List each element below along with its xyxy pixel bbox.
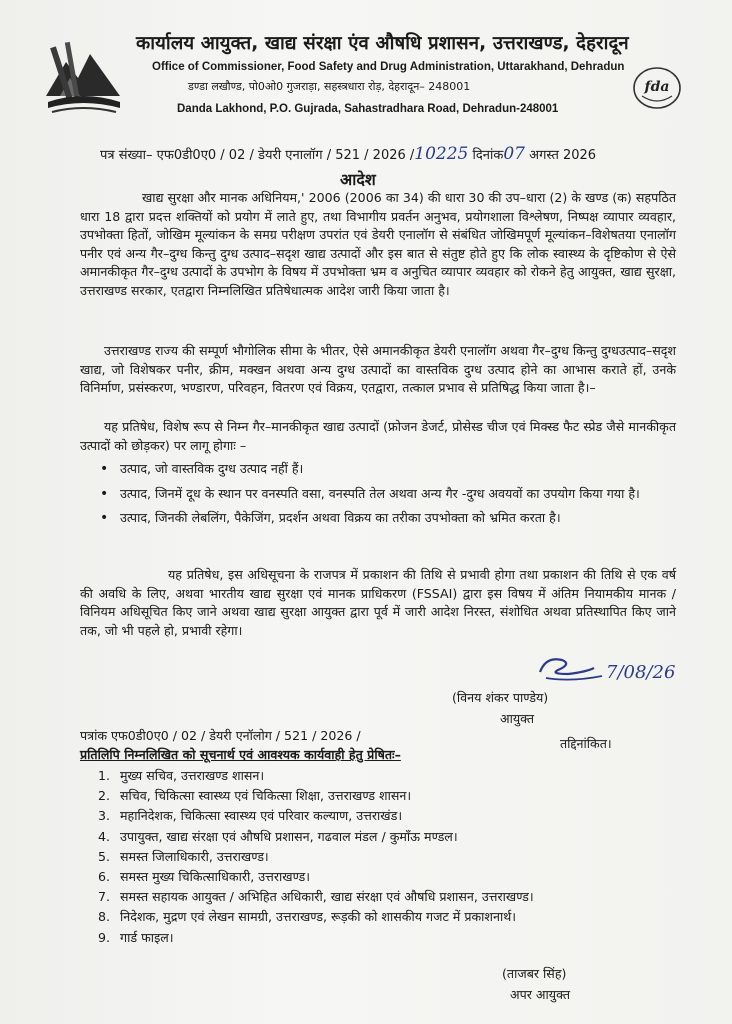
list-item (96, 509, 676, 528)
list-item (96, 485, 676, 504)
copy-recipient-list (98, 766, 534, 948)
list-item: 1. मुख्य सचिव, उत्तराखण्ड शासन। (98, 768, 265, 783)
additional-commissioner-designation: अपर आयुक्त (510, 987, 571, 1002)
bullet-icon: • (100, 510, 109, 527)
list-item (96, 460, 676, 479)
additional-commissioner-name: (ताजबर सिंह) (502, 966, 567, 981)
ref-prefix: पत्र संख्या– एफ0डी0ए0 / 02 / डेयरी एनालॉग / 521 / 2026 / (100, 148, 415, 163)
paragraph-scope: यह प्रतिषेध, विशेष रूप से निम्न गैर–मानकीकृत खाद्य उत्पादों (फ्रोजन डेजर्ट, प्रोसेस्ड चीज एवं मिक्स्ड फैट स्प्रेड जैसे मानकीकृत उत्पादों को छोड़कर) पर लागू होगाः – (80, 419, 676, 453)
prohibition-bullet-list (96, 460, 676, 534)
list-item: 2. सचिव, चिकित्सा स्वास्थ्य एवं चिकित्सा शिक्षा, उत्तराखण्ड शासन। (98, 788, 412, 804)
list-item: 5. समस्त जिलाधिकारी, उत्तराखण्ड। (98, 848, 269, 864)
bullet-text: उत्पाद, जो वास्तविक दुग्ध उत्पाद नहीं हैं। (120, 461, 304, 476)
office-name-english: Office of Commissioner, Food Safety and Drug Administration, Uttarakhand, Dehradun (152, 61, 625, 73)
date-label: दिनांक (472, 148, 504, 163)
list-item: 9. गार्ड फाइल। (98, 929, 174, 945)
letterhead (0, 22, 732, 132)
address-hindi: डण्डा लखौण्ड, पो0ओ0 गुजराड़ा, सहस्त्रधारा रोड़, देहरादून– 248001 (188, 80, 471, 93)
list-item: 4. उपायुक्त, खाद्य संरक्षा एवं औषधि प्रशासन, गढवाल मंडल / कुमाँऊ मण्डल। (98, 828, 458, 844)
bullet-icon: • (100, 485, 109, 502)
fda-logo (632, 66, 682, 110)
bullet-text: उत्पाद, जिनमें दूध के स्थान पर वनस्पति वसा, वनस्पति तेल अथवा अन्य गैर -दुग्ध अवयवों का उपयोग किया गया है। (120, 485, 640, 501)
list-item: 6. समस्त मुख्य चिकित्साधिकारी, उत्तराखण्ड। (98, 869, 311, 885)
address-english: Danda Lakhond, P.O. Gujrada, Sahastradhara Road, Dehradun-248001 (177, 103, 559, 115)
copy-date: तद्दिनांकित। (560, 736, 612, 751)
paragraph-validity: यह प्रतिषेध, इस अधिसूचना के राजपत्र में प्रकाशन की तिथि से प्रभावी होगा तथा प्रकाशन की तिथि से एक वर्ष की अवधि के लिए, अथवा भारतीय खाद्य सुरक्षा एवं मानक प्राधिकरण (FSSAI) द्वारा इस विषय में अंतिम नियामकीय मानक / विनियम अधिसूचित किए जाने अथवा खाद्य सुरक्षा आयुक्त द्वारा पूर्व में जारी आदेश निरस्त, संशोधित अथवा प्रतिस्थापित किए जाने तक, जो भी पहले हो, प्रभावी रहेगा। (80, 567, 676, 638)
letter-reference (100, 144, 596, 164)
paragraph-prohibition: उत्तराखण्ड राज्य की सम्पूर्ण भौगोलिक सीमा के भीतर, ऐसे अमानकीकृत डेयरी एनालॉग अथवा गैर–दुग्ध किन्तु दुग्धउत्पाद–सदृश खाद्य, जो विशेषकर पनीर, क्रीम, मक्खन अथवा अन्य दुग्ध उत्पादों का वास्तविक दुग्ध उत्पाद होने का आभास कराते हों, उनके विनिर्माण, प्रसंस्करण, भण्डारण, परिवहन, वितरण एवं विक्रय, एतद्वारा, तत्काल प्रभाव से प्रतिषिद्ध किया जाता है।– (80, 343, 676, 396)
commissioner-signature (532, 648, 702, 692)
date-rest: अगस्त 2026 (529, 148, 597, 163)
uttarakhand-emblem-logo (40, 32, 126, 118)
signature-date: 7/08/26 (606, 662, 676, 683)
bullet-text: उत्पाद, जिनकी लेबलिंग, पैकेजिंग, प्रदर्शन अथवा विक्रय का तरीका उपभोक्ता को भ्रमित करता है। (120, 510, 561, 526)
bullet-icon: • (100, 461, 109, 477)
commissioner-designation: आयुक्त (500, 711, 535, 726)
order-title: आदेश (340, 170, 376, 189)
list-item: 3. महानिदेशक, चिकित्सा स्वास्थ्य एवं परिवार कल्याण, उत्तराखंड। (98, 808, 403, 824)
copy-heading: प्रतिलिपि निम्नलिखित को सूचनार्थ एवं आवश्यक कार्यवाही हेतु प्रेषितः– (80, 747, 401, 762)
fda-logo-text: fda (644, 79, 670, 95)
list-item: 7. समस्त सहायक आयुक्त / अभिहित अधिकारी, खाद्य संरक्षा एवं औषधि प्रशासन, उत्तराखण्ड। (98, 889, 534, 905)
commissioner-name: (विनय शंकर पाण्डेय) (452, 690, 549, 705)
copy-reference: पत्रांक एफ0डी0ए0 / 02 / डेयरी एनॉलोग / 521 / 2026 / (80, 728, 361, 743)
handwritten-date-day: 07 (503, 144, 525, 164)
list-item: 8. निदेशक, मुद्रण एवं लेखन सामग्री, उत्तराखण्ड, रूड़की को शासकीय गजट में प्रकाशनार्थ। (98, 909, 517, 925)
handwritten-ref-number: 10225 (414, 144, 469, 164)
office-name-hindi: कार्यालय आयुक्त, खाद्य संरक्षा एंव औषधि प्रशासन, उत्तराखण्ड, देहरादून (136, 33, 629, 54)
paragraph-authority: खाद्य सुरक्षा और मानक अधिनियम,' 2006 (2006 का 34) की धारा 30 की उप–धारा (2) के खण्ड (क) सहपठित धारा 18 द्वारा प्रदत्त शक्तियों को प्रयोग में लाते हुए, तथा विभागीय प्रवर्तन अनुभव, प्रयोगशाला विश्लेषण, निष्पक्ष व्यापार व्यवहार, उपभोक्ता हितों, जोखिम मूल्यांकन के समग्र परीक्षण उपरांत एवं डेयरी एनालॉग से संबंधित जोखिमपूर्ण मूल्यांकन–विशेषतया एनालॉग पनीर एवं अन्य गैर–दुग्ध किन्तु दुग्ध उत्पाद–सदृश खाद्य उत्पादों और इस बात से संतुष्ट होते हुए कि लोक स्वास्थ्य के दृष्टिकोण से ऐसे अमानकीकृत गैर–दुग्ध उत्पादों के उपभोग के विषय में उपभोक्ता भ्रम व अनुचित व्यापार व्यवहार को रोकने हेतु आयुक्त, खाद्य सुरक्षा, उत्तराखण्ड सरकार, एतद्वारा निम्नलिखित प्रतिषेधात्मक आदेश जारी किया जाता है। (80, 190, 676, 298)
